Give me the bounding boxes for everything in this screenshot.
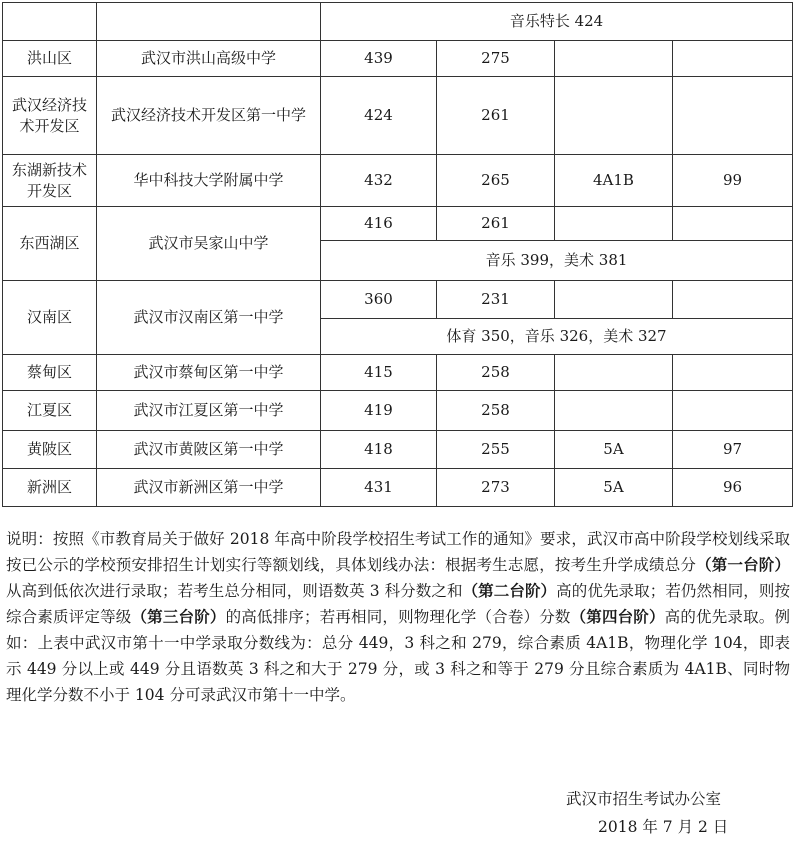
total-score-cell: 418: [321, 431, 437, 469]
table-row: [3, 155, 793, 207]
three-subject-cell: 255: [437, 431, 555, 469]
school-cell: 武汉市吴家山中学: [97, 207, 321, 281]
total-score-cell: 416: [321, 207, 437, 241]
step-three-emphasis: （第三台阶）: [131, 607, 226, 626]
quality-grade-cell: 5A: [555, 469, 673, 507]
three-subject-cell: 275: [437, 41, 555, 77]
physics-chemistry-cell: 99: [673, 155, 793, 207]
note-text: 高的优先录取；若仍然相同，则按综合素质评定等级: [6, 582, 790, 626]
three-subject-cell: 261: [437, 77, 555, 155]
table-row: [3, 281, 793, 319]
total-score-cell: 431: [321, 469, 437, 507]
district-cell: 江夏区: [3, 391, 97, 431]
three-subject-cell: 273: [437, 469, 555, 507]
quality-grade-cell: 4A1B: [555, 155, 673, 207]
school-cell: 武汉市洪山高级中学: [97, 41, 321, 77]
table-row: [3, 391, 793, 431]
table-row: [3, 355, 793, 391]
table-row: [3, 3, 793, 41]
total-score-cell: 360: [321, 281, 437, 319]
special-talent-cell: 体育 350，音乐 326，美术 327: [321, 319, 793, 355]
note-text: 说明：按照《市教育局关于做好 2018 年高中阶段学校招生考试工作的通知》要求，武汉市高中阶段学校划线采取按已公示的学校预安排招生计划实行等额划线，具体划线办法：根据考生志愿，按考生升学成绩总分: [6, 530, 790, 574]
step-one-emphasis: （第一台阶）: [696, 555, 790, 574]
total-score-cell: 432: [321, 155, 437, 207]
special-talent-cell: 音乐 399，美术 381: [321, 241, 793, 281]
three-subject-cell: 258: [437, 391, 555, 431]
school-cell: 武汉市江夏区第一中学: [97, 391, 321, 431]
note-text: 从高到低依次进行录取；若考生总分相同，则语数英 3 科分数之和: [6, 582, 463, 600]
school-cell: 华中科技大学附属中学: [97, 155, 321, 207]
table-row: [3, 207, 793, 241]
explanation-paragraph: [6, 526, 790, 708]
district-cell: 新洲区: [3, 469, 97, 507]
quality-grade-cell: 5A: [555, 431, 673, 469]
school-cell: 武汉经济技术开发区第一中学: [97, 77, 321, 155]
district-cell: 武汉经济技术开发区: [3, 77, 97, 155]
table-row: [3, 469, 793, 507]
district-cell: 东湖新技术开发区: [3, 155, 97, 207]
district-cell: 东西湖区: [3, 207, 97, 281]
school-cell: 武汉市蔡甸区第一中学: [97, 355, 321, 391]
total-score-cell: 415: [321, 355, 437, 391]
table-row: [3, 431, 793, 469]
school-cell: 武汉市新洲区第一中学: [97, 469, 321, 507]
district-cell: 汉南区: [3, 281, 97, 355]
total-score-cell: 424: [321, 77, 437, 155]
step-two-emphasis: （第二台阶）: [462, 581, 557, 600]
district-cell: 洪山区: [3, 41, 97, 77]
note-text: 的高低排序；若再相同，则物理化学（合卷）分数: [225, 608, 571, 626]
school-cell: 武汉市汉南区第一中学: [97, 281, 321, 355]
physics-chemistry-cell: 97: [673, 431, 793, 469]
district-cell: 蔡甸区: [3, 355, 97, 391]
school-cell: 武汉市黄陂区第一中学: [97, 431, 321, 469]
total-score-cell: 419: [321, 391, 437, 431]
three-subject-cell: 231: [437, 281, 555, 319]
physics-chemistry-cell: 96: [673, 469, 793, 507]
table-row: [3, 77, 793, 155]
admission-score-table: [2, 2, 793, 507]
art-special-cell: 音乐特长 424: [321, 3, 793, 41]
district-cell: 黄陂区: [3, 431, 97, 469]
issue-date: 2018 年 7 月 2 日: [598, 818, 729, 836]
three-subject-cell: 261: [437, 207, 555, 241]
step-four-emphasis: （第四台阶）: [570, 607, 665, 626]
note-text: 高的优先录取。例如：上表中武汉市第十一中学录取分数线为：总分 449，3 科之和 279，综合素质 4A1B，物理化学 104，即表示 449 分以上或 449 分且语数英 3 科之和大于 279 分，或 3 科之和等于 279 分且综合素质为 4A1B、同时物理化学分数不小于 104 分可录武汉市第十一中学。: [6, 608, 790, 704]
three-subject-cell: 265: [437, 155, 555, 207]
three-subject-cell: 258: [437, 355, 555, 391]
total-score-cell: 439: [321, 41, 437, 77]
table-row: [3, 41, 793, 77]
issuing-office: 武汉市招生考试办公室: [566, 790, 722, 808]
